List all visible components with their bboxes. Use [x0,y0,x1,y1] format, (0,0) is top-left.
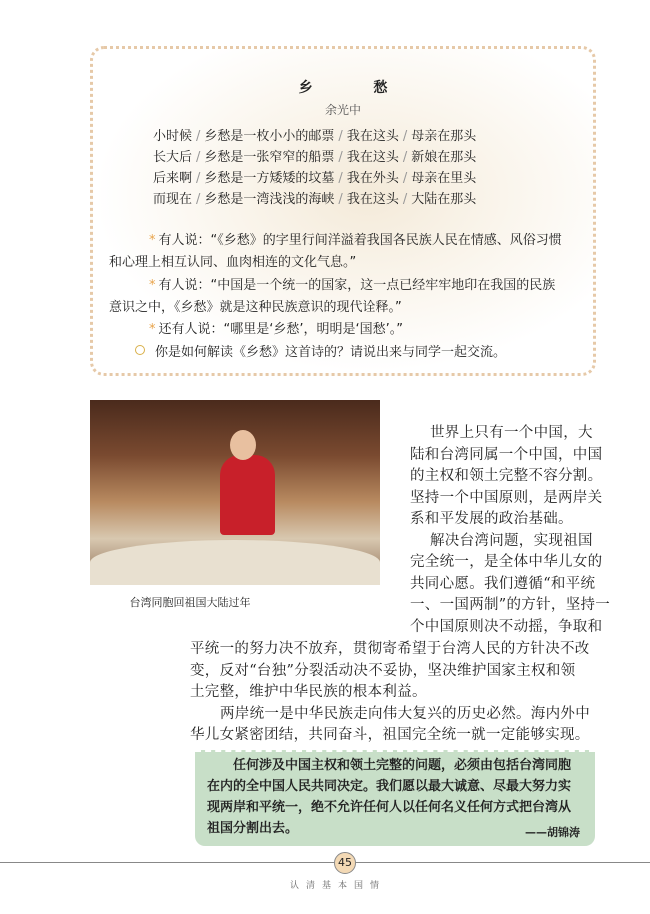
comment-line [149,322,403,338]
body-line: 共同心愿。我们遵循“和平统 [410,575,596,592]
comment-text: 有人说：“《乡愁》的字里行间洋溢着我国各民族人民在情感、风俗习惯 [158,233,562,248]
quote-line: 现两岸和平统一，绝不允许任何人以任何名义任何方式把台湾从 [207,800,572,815]
footer-divider [0,862,650,863]
body-line: 变，反对“台独”分裂活动决不妥协，坚决维护国家主权和领 [190,662,576,679]
comment-line [109,255,356,271]
poem-phrase: 而现在 [153,192,193,207]
body-line: 华儿女紧密团结，共同奋斗，祖国完全统一就一定能够实现。 [190,727,590,743]
comment-line [109,300,402,316]
body-line: 一、一国两制”的方针，坚持一 [410,597,611,613]
comment-line [149,233,562,249]
poem-phrase: 我在这头 [346,192,399,207]
discussion-question: 你是如何解读《乡愁》这首诗的？请说出来与同学一起交流。 [135,345,506,361]
star-icon: * [149,233,156,248]
separator: / [402,171,408,186]
separator: / [338,171,343,186]
comment-line [149,278,555,294]
separator: / [196,192,201,207]
poem-author: 余光中 [324,103,361,117]
poem-phrase: 我在这头 [346,150,399,165]
poem-phrase: 乡愁是一张窄窄的船票 [204,150,335,165]
comment-text: 还有人说：“哪里是‘乡愁’，明明是‘国愁’。” [158,322,403,337]
separator: / [196,129,201,144]
body-line: 土完整，维护中华民族的根本利益。 [190,684,427,700]
poem-title: 乡 愁 [298,80,416,96]
poem-phrase: 后来啊 [153,171,193,186]
body-line: 个中国原则决不动摇，争取和 [410,618,603,635]
body-line: 系和平发展的政治基础。 [410,511,573,527]
poem-box [90,46,596,376]
poem-phrase: 新娘在那头 [411,150,477,165]
poem-phrase: 我在这头 [346,129,399,144]
poem-line [153,171,476,187]
photo-caption: 台湾同胞回祖国大陆过年 [129,596,251,609]
poem-phrase: 乡愁是一枚小小的邮票 [204,129,335,144]
body-line: 坚持一个中国原则，是两岸关 [410,489,603,506]
star-icon: * [149,278,156,293]
poem-phrase: 母亲在那头 [411,129,477,144]
quote-line: 在内的全中国人民共同决定。我们愿以最大诚意、尽最大努力实 [207,779,572,794]
star-icon: * [149,322,156,337]
quote-line: 祖国分割出去。 [207,821,299,836]
section-title: 认清基本国情 [290,881,387,891]
poem-phrase: 母亲在里头 [411,171,477,186]
comment-text: 有人说：“中国是一个统一的国家，这一点已经牢牢地印在我国的民族 [158,278,556,293]
body-line: 两岸统一是中华民族走向伟大复兴的历史必然。海内外中 [220,705,590,722]
separator: / [402,150,408,165]
poem-phrase: 乡愁是一湾浅浅的海峡 [204,192,335,207]
separator: / [402,192,408,207]
poem-line [153,192,476,208]
poem-phrase: 小时候 [153,129,193,144]
body-line: 的主权和领土完整不容分割。 [410,468,603,484]
body-line: 陆和台湾同属一个中国，中国 [410,446,603,463]
comment-text: 意识之中，《乡愁》就是这种民族意识的现代诠释。” [109,300,402,315]
quote-line: 任何涉及中国主权和领土完整的问题，必须由包括台湾同胞 [233,758,572,773]
quote-attribution: ——胡锦涛 [525,826,580,839]
body-line: 解决台湾问题，实现祖国 [430,532,593,549]
body-line: 世界上只有一个中国，大 [430,425,593,441]
poem-phrase: 长大后 [153,150,193,165]
body-line: 完全统一，是全体中华儿女的 [410,554,603,570]
separator: / [338,129,343,144]
separator: / [338,192,343,207]
body-line: 平统一的努力决不放弃，贯彻寄希望于台湾人民的方针决不改 [190,641,590,657]
quote-box [195,750,595,846]
separator: / [338,150,343,165]
poem-phrase: 我在外头 [346,171,399,186]
circle-icon [135,345,145,355]
separator: / [196,150,201,165]
poem-phrase: 大陆在那头 [411,192,477,207]
page-number: 45 [334,852,356,874]
photo-taiwan-compatriots [90,400,380,585]
poem-line [153,129,476,145]
separator: / [402,129,408,144]
separator: / [196,171,201,186]
poem-phrase: 乡愁是一方矮矮的坟墓 [204,171,335,186]
poem-line [153,150,476,166]
comment-text: 和心理上相互认同、血肉相连的文化气息。” [109,255,357,270]
